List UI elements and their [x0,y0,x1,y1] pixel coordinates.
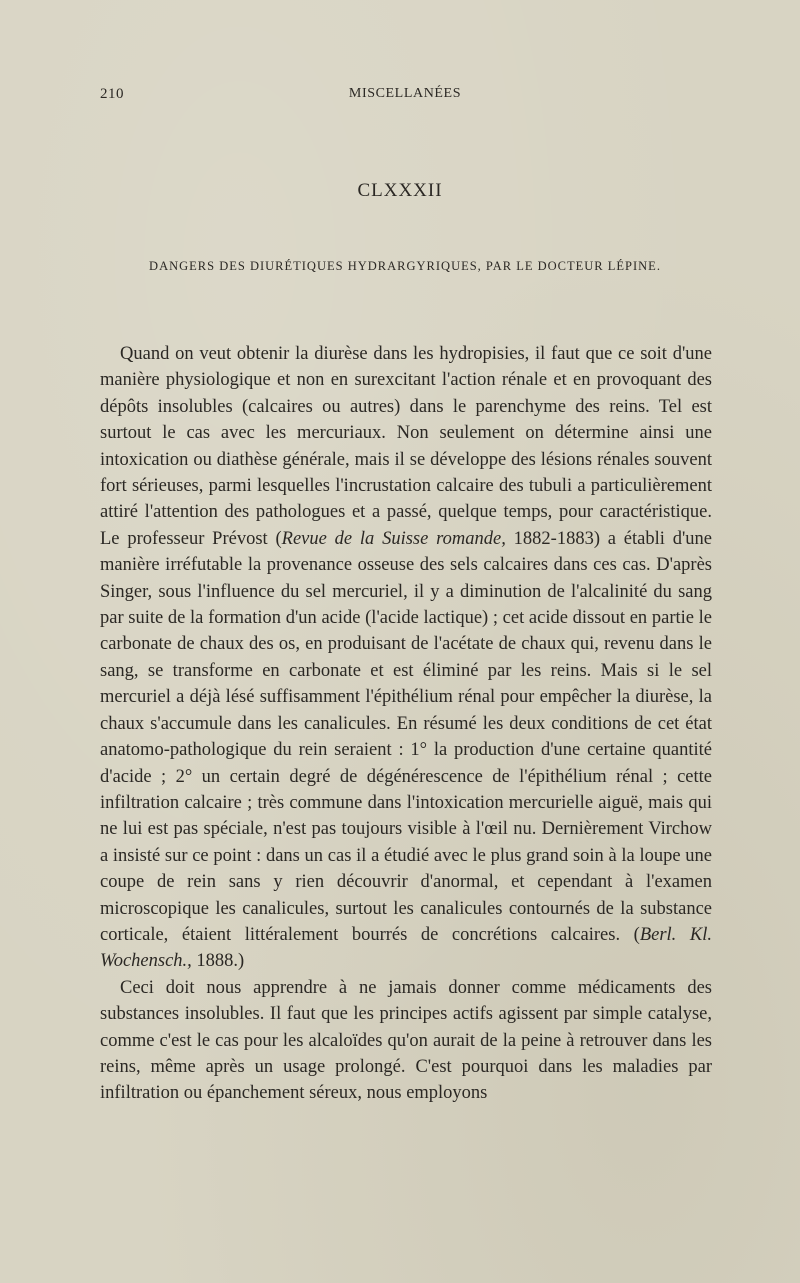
body-text [100,341,712,1107]
paragraph-text: 1882-1883) a établi d'une manière irréfutable la provenance osseuse des sels calcaires dans ces cas. D'après Singer, sous l'influence du sel mercuriel, il y a diminution de l'alcalinité du sang par suite de la formation d'un acide (l'acide lactique) ; cet acide dissout en partie le carbonate de chaux des os, en produisant de l'acétate de chaux qui, revenu dans le sang, se transforme en carbonate et est éliminé par les reins. Mais si le sel mercuriel a déjà lésé suffisamment l'épithélium rénal pour empêcher la diurèse, la chaux s'accumule dans les canalicules. En résumé les deux conditions de cet état anatomo-pathologique du rein seraient : 1° la production d'une certaine quantité d'acide ; 2° un certain degré de dégénérescence de l'épithélium rénal ; cette infiltration calcaire ; très commune dans l'intoxication mercurielle aiguë, mais qui ne lui est pas spéciale, n'est pas toujours visible à l'œil nu. Dernièrement Virchow a insisté sur ce point : dans un cas il a étudié avec le plus grand soin à la loupe une coupe de rein sans y rien découvrir d'anormal, et cependant à l'examen microscopique les canalicules, surtout les canalicules contournés de la substance corticale, étaient littéralement bourrés de concrétions calcaires. ( [100,528,712,945]
paragraph-text: 1888.) [191,951,245,972]
paragraph-text: Quand on veut obtenir la diurèse dans les hydropisies, il faut que ce soit d'une manière physiologique et non en surexcitant l'action rénale et en provoquant des dépôts insolubles (calcaires ou autres) dans le parenchyme des reins. Tel est surtout le cas avec les mercuriaux. Non seulement on détermine ainsi une intoxication ou diathèse générale, mais il se développe des lésions rénales souvent fort sérieuses, parmi lesquelles l'incrustation calcaire des tubuli a particulièrement attiré l'attention des pathologues et a passé, quelque temps, pour caractéristique. Le professeur Prévost ( [100,344,712,549]
paragraph [100,341,712,975]
citation-journal: Revue de la Suisse romande, [281,528,506,549]
page-number: 210 [100,86,124,102]
paragraph: Ceci doit nous apprendre à ne jamais donner comme médicaments des substances insolubles. Il faut que les principes actifs agissent par simple catalyse, comme c'est le cas pour les alcaloïdes qu'on aurait de la peine à retrouver dans les reins, même après un usage prolongé. C'est pourquoi dans les maladies par infiltration ou épanchement séreux, nous employons [100,977,712,1104]
running-title: MISCELLANÉES [348,86,462,101]
citation-journal: Berl. Kl. Wochensch., [100,924,712,972]
chapter-number: CLXXXII [357,180,443,201]
chapter-title: DANGERS DES DIURÉTIQUES HYDRARGYRIQUES, PAR LE DOCTEUR LÉPINE. [149,259,661,273]
running-head [100,86,710,108]
